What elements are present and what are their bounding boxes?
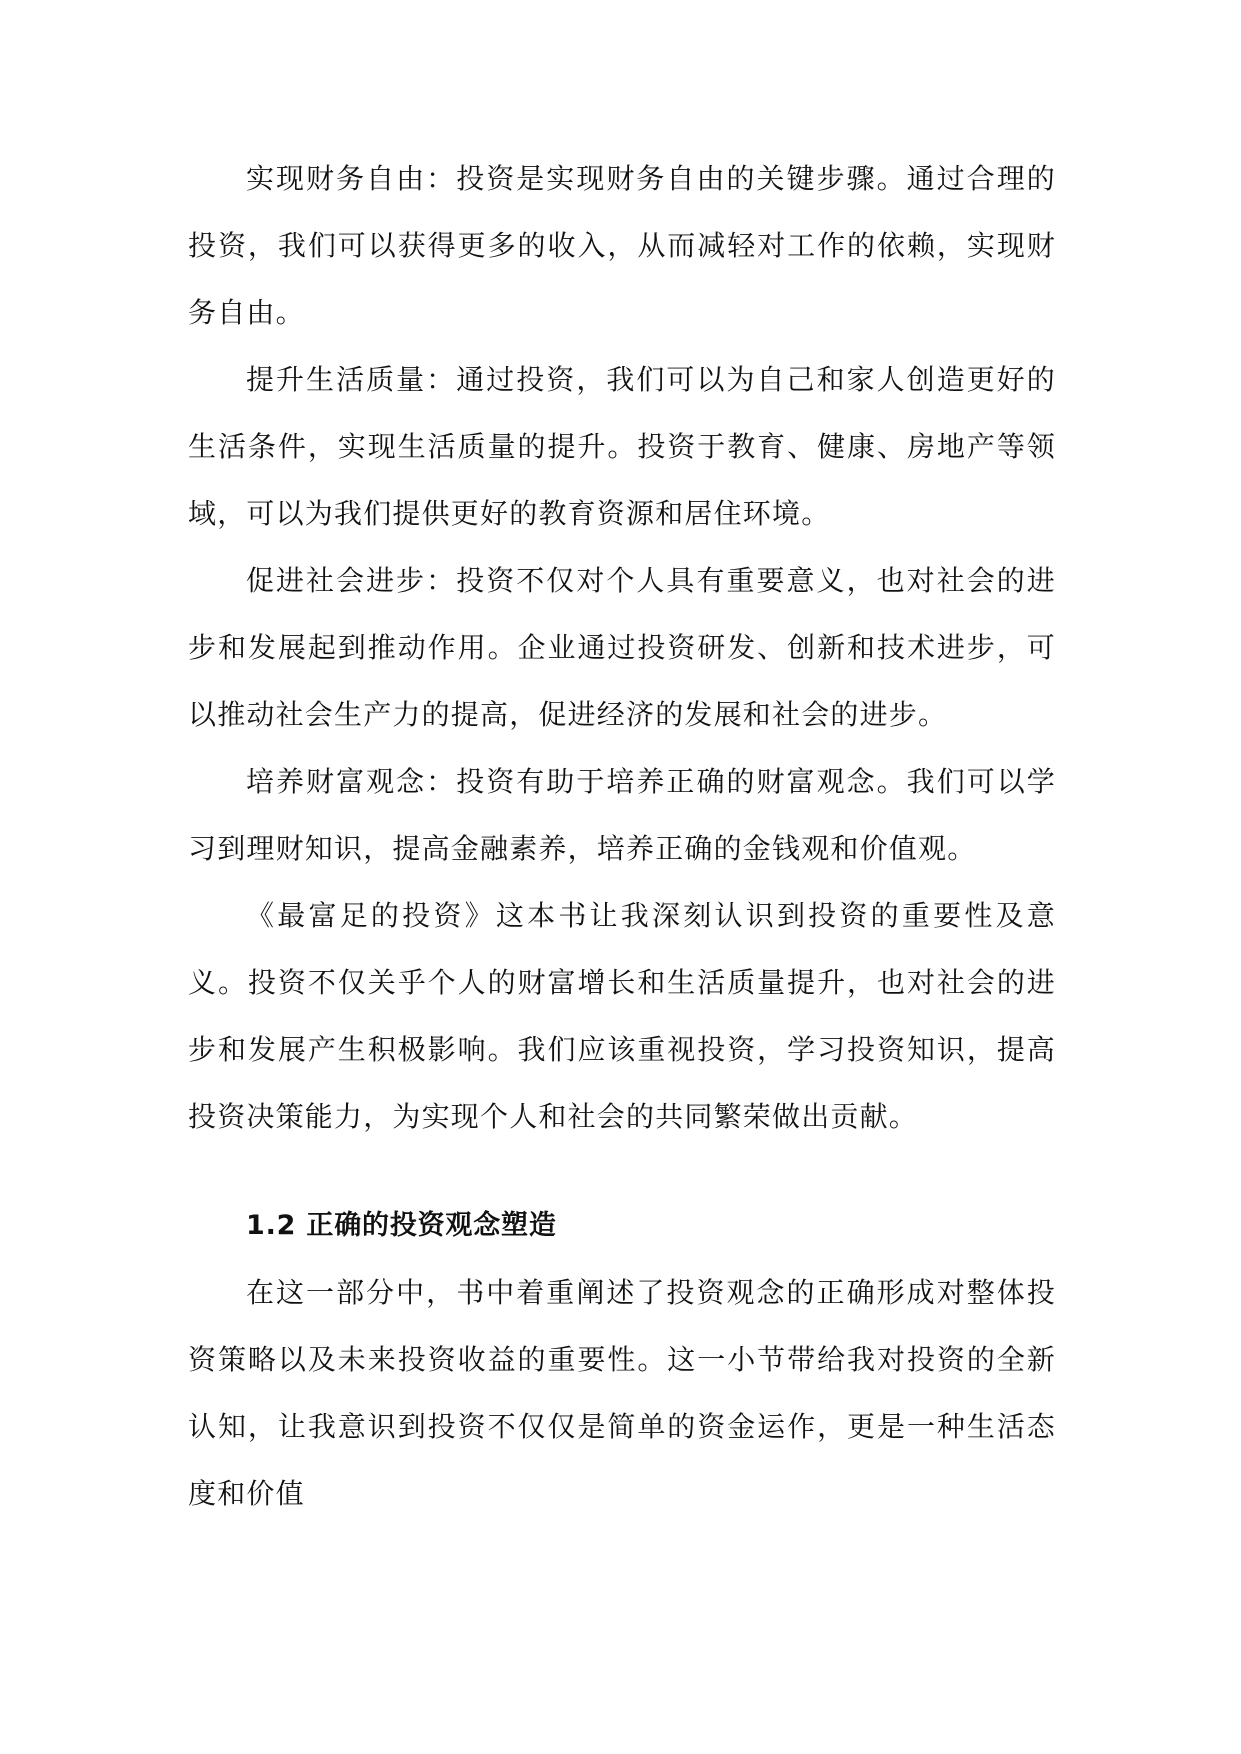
section-heading: 1.2 正确的投资观念塑造: [246, 1210, 557, 1241]
document-body: [188, 145, 1056, 1527]
paragraph-book-summary: 《最富足的投资》这本书让我深刻认识到投资的重要性及意义。投资不仅关乎个人的财富增长和生活质量提升，也对社会的进步和发展产生积极影响。我们应该重视投资，学习投资知识，提高投资决策能力，为实现个人和社会的共同繁荣做出贡献。: [188, 899, 1056, 1133]
paragraph-quality-of-life: 提升生活质量：通过投资，我们可以为自己和家人创造更好的生活条件，实现生活质量的提升。投资于教育、健康、房地产等领域，可以为我们提供更好的教育资源和居住环境。: [188, 363, 1056, 530]
paragraph-financial-freedom: 实现财务自由：投资是实现财务自由的关键步骤。通过合理的投资，我们可以获得更多的收入，从而减轻对工作的依赖，实现财务自由。: [188, 162, 1056, 329]
paragraph-section-intro: 在这一部分中，书中着重阐述了投资观念的正确形成对整体投资策略以及未来投资收益的重要性。这一小节带给我对投资的全新认知，让我意识到投资不仅仅是简单的资金运作，更是一种生活态度和价值: [188, 1276, 1056, 1510]
paragraph-wealth-concept: 培养财富观念：投资有助于培养正确的财富观念。我们可以学习到理财知识，提高金融素养，培养正确的金钱观和价值观。: [188, 765, 1056, 865]
paragraph-social-progress: 促进社会进步：投资不仅对个人具有重要意义，也对社会的进步和发展起到推动作用。企业通过投资研发、创新和技术进步，可以推动社会生产力的提高，促进经济的发展和社会的进步。: [188, 564, 1056, 731]
